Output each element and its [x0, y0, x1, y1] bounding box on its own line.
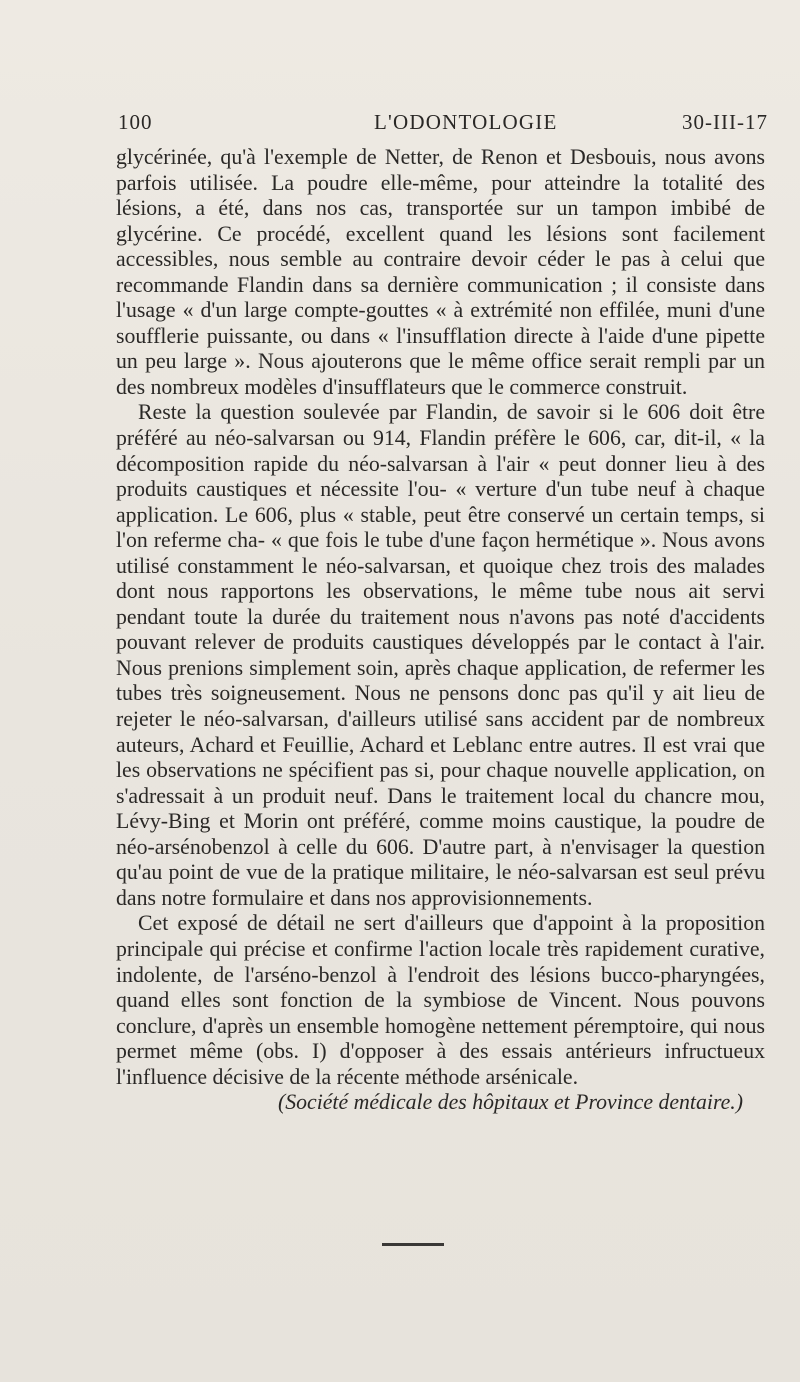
- page-number: 100: [118, 110, 153, 134]
- closing-rule: [382, 1243, 444, 1246]
- paragraph-1: glycérinée, qu'à l'exemple de Netter, de Renon et Desbouis, nous avons parfois utilisée. La poudre elle-même, pour atteindre la totalité des lésions, a été, dans nos cas, transportée sur un tampon imbibé de glycérine. Ce procédé, excellent quand les lésions sont facilement accessibles, nous semble au contraire devoir céder le pas à celui que recommande Flandin dans sa dernière communication ; il consiste dans l'usage « d'un large compte-gouttes « à extrémité non effilée, muni d'une soufflerie puissante, ou dans « l'insufflation directe à l'aide d'une pipette un peu large ». Nous ajouterons que le même office serait rempli par un des nombreux modèles d'insufflateurs que le commerce construit.: [116, 145, 765, 399]
- source-citation: (Société médicale des hôpitaux et Province dentaire.): [277, 1090, 743, 1115]
- paragraph-3: Cet exposé de détail ne sert d'ailleurs que d'appoint à la proposition principale qui précise et confirme l'action locale très rapidement curative, indolente, de l'arséno-benzol à l'endroit des lésions bucco-pharyngées, quand elles sont fonction de la symbiose de Vincent. Nous pouvons conclure, d'après un ensemble homogène nettement péremptoire, qui nous permet même (obs. I) d'opposer à des essais antérieurs infructueux l'influence décisive de la récente méthode arsénicale.: [116, 911, 765, 1089]
- running-header: [118, 110, 768, 140]
- issue-date: 30-III-17: [682, 110, 768, 134]
- article-body: [116, 145, 765, 1116]
- paragraph-2: Reste la question soulevée par Flandin, de savoir si le 606 doit être préféré au néo-salvarsan ou 914, Flandin préfère le 606, car, dit-il, « la décomposition rapide du néo-salvarsan à l'air « peut donner lieu à des produits caustiques et nécessite l'ou- « verture d'un tube neuf à chaque application. Le 606, plus « stable, peut être conservé un certain temps, si l'on referme cha- « que fois le tube d'une façon hermétique ». Nous avons utilisé constamment le néo-salvarsan, et quoique chez trois des malades dont nous rapportons les observations, le même tube nous ait servi pendant toute la durée du traitement nous n'avons pas noté d'accidents pouvant relever de produits caustiques développés par le contact à l'air. Nous prenions simplement soin, après chaque application, de refermer les tubes très soigneusement. Nous ne pensons donc pas qu'il y ait lieu de rejeter le néo-salvarsan, d'ailleurs utilisé sans accident par de nombreux auteurs, Achard et Feuillie, Achard et Leblanc entre autres. Il est vrai que les observations ne spécifient pas si, pour chaque nouvelle application, on s'adressait à un produit neuf. Dans le traitement local du chancre mou, Lévy-Bing et Morin ont préféré, comme moins caustique, la poudre de néo-arsénobenzol à celle du 606. D'autre part, à n'envisager la question qu'au point de vue de la pratique militaire, le néo-salvarsan est seul prévu dans notre formulaire et dans nos approvisionnements.: [116, 400, 765, 910]
- journal-title: L'ODONTOLOGIE: [374, 110, 558, 134]
